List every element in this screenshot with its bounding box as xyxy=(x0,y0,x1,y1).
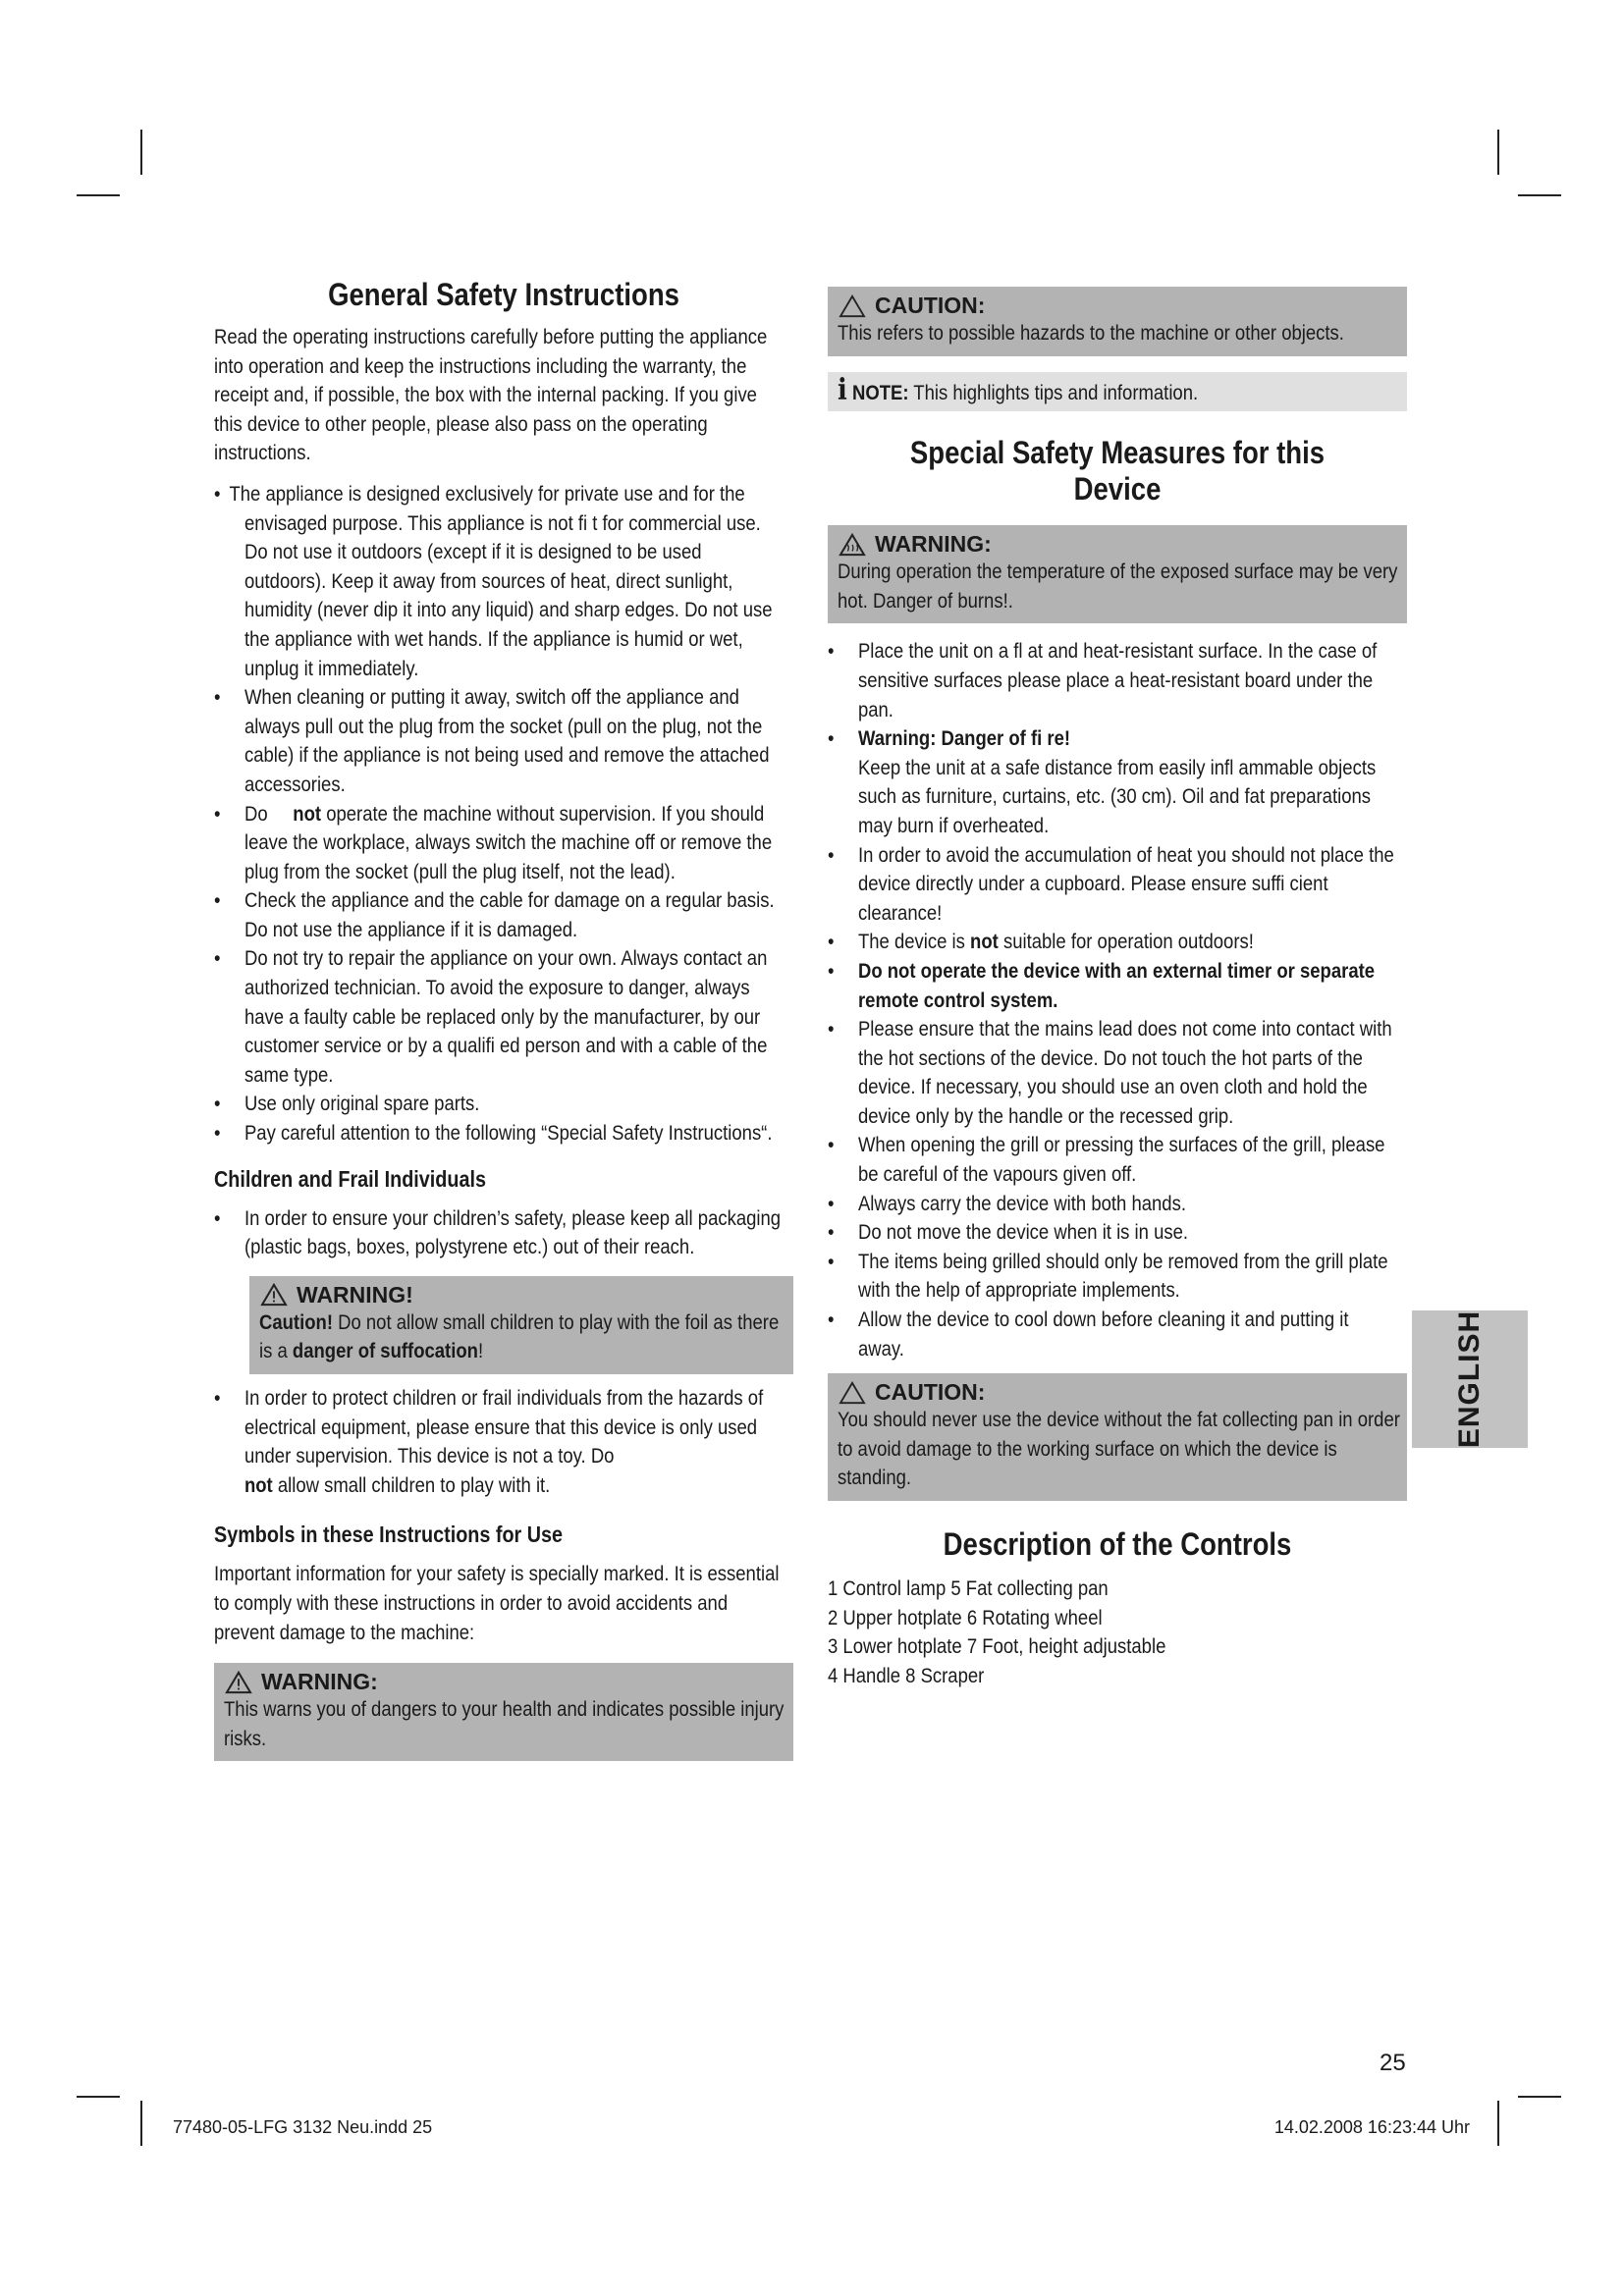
children-section-2 xyxy=(214,1384,782,1500)
list-item: • Allow the device to cool down before cleaning it and putting it away. xyxy=(828,1308,1349,1361)
control-line: 4 Handle 8 Scraper xyxy=(828,1663,985,1687)
warning-triangle-icon xyxy=(259,1283,289,1307)
bullet-end: allow small children to play with it. xyxy=(277,1472,551,1497)
bullet-text: Allow the device to cool down before cleaning it and putting it away. xyxy=(857,1308,1349,1361)
list-item: • Warning: Danger of fi re! Keep the unit at a safe distance from easily infl ammable objects such as furniture, curtains, etc. (30 cm). Oil and fat preparations may burn if overheated. xyxy=(828,726,1377,837)
warning-box-burns xyxy=(828,525,1407,623)
crop-mark xyxy=(77,2096,120,2098)
intro-paragraph: Read the operating instructions carefully before putting the appliance into operation and keep the instructions including the warranty, the receipt and, if possible, the box with the internal packing. If you give this device to other people, please also pass on the operating instructions. xyxy=(214,325,768,465)
bullet-text: Place the unit on a fl at and heat-resistant surface. In the case of sensitive surfaces please place a heat-resistant board under the pan. xyxy=(857,639,1378,721)
caution-triangle-icon xyxy=(838,1381,867,1405)
symbols-paragraph: Important information for your safety is specially marked. It is essential to comply with these instructions in order to avoid accidents and prevent damage to the machine: xyxy=(214,1562,780,1644)
bullet-text: Use only original spare parts. xyxy=(244,1092,480,1116)
bullet-bold: not xyxy=(244,1472,273,1497)
list-item: • Do not operate the device with an external timer or separate remote control system. xyxy=(828,958,1376,1012)
control-line: 3 Lower hotplate 7 Foot, height adjustable xyxy=(828,1634,1166,1659)
note-box xyxy=(828,372,1407,412)
warning-text: Do not allow small children to play with the foil as there is a xyxy=(259,1309,780,1363)
note-text: This highlights tips and information. xyxy=(913,380,1199,404)
right-column xyxy=(828,287,1407,1690)
list-item: • When opening the grill or pressing the surfaces of the grill, please be careful of the vapours given off. xyxy=(828,1133,1385,1187)
list-item: • When cleaning or putting it away, switch off the appliance and always pull out the plug from the socket (pull on the plug, not the cable) if the appliance is not being used and remove the attached accessories. xyxy=(214,685,770,796)
special-safety-title: Special Safety Measures for this Device xyxy=(909,435,1326,507)
warning-box-health xyxy=(214,1663,793,1761)
list-item: • Do not move the device when it is in use. xyxy=(828,1220,1189,1245)
hot-surface-warning-icon xyxy=(838,533,867,557)
children-section xyxy=(214,1204,782,1262)
footer-file-info: 77480-05-LFG 3132 Neu.indd 25 xyxy=(173,2117,433,2137)
list-item: • Place the unit on a fl at and heat-resistant surface. In the case of sensitive surfaces please place a heat-resistant board under the pan. xyxy=(828,639,1378,721)
bullet-pre: Do xyxy=(244,801,268,826)
warning-bold: danger of suffocation xyxy=(292,1339,478,1363)
note-label: NOTE: xyxy=(851,380,909,404)
caution-text: This refers to possible hazards to the machine or other objects. xyxy=(838,321,1344,345)
bullet-text: When opening the grill or pressing the surfaces of the grill, please be careful of the vapours given off. xyxy=(857,1133,1385,1187)
language-tab-label: ENGLISH xyxy=(1453,1309,1486,1449)
warning-label: WARNING! xyxy=(297,1281,413,1308)
control-line: 2 Upper hotplate 6 Rotating wheel xyxy=(828,1605,1103,1629)
warning-end: ! xyxy=(477,1339,484,1363)
special-bullets xyxy=(828,637,1395,1363)
caution-word: Caution! xyxy=(259,1309,333,1334)
bullet-text: Pay careful attention to the following “Special Safety Instructions“. xyxy=(244,1121,773,1146)
warning-text: This warns you of dangers to your health and indicates possible injury risks. xyxy=(224,1697,785,1750)
bullet-text: Keep the unit at a safe distance from easily infl ammable objects such as furniture, curtains, etc. (30 cm). Oil and fat preparations may burn if overheated. xyxy=(857,755,1377,837)
footer-timestamp: 14.02.2008 16:23:44 Uhr xyxy=(1273,2117,1470,2137)
general-safety-title: General Safety Instructions xyxy=(328,277,679,312)
left-column xyxy=(214,277,793,1761)
general-bullets xyxy=(214,480,782,1148)
list-item: • In order to avoid the accumulation of heat you should not place the device directly under a cupboard. Please ensure suffi cient clearance! xyxy=(828,842,1394,925)
bullet-bold: not xyxy=(293,801,322,826)
crop-mark xyxy=(140,130,142,175)
caution-triangle-icon xyxy=(838,294,867,318)
list-item: • The items being grilled should only be removed from the grill plate with the help of appropriate implements. xyxy=(828,1249,1388,1303)
control-line: 1 Control lamp 5 Fat collecting pan xyxy=(828,1576,1109,1600)
list-item: • Always carry the device with both hands. xyxy=(828,1191,1186,1215)
crop-mark xyxy=(1518,2096,1561,2098)
caution-box-fat-pan xyxy=(828,1373,1407,1501)
list-item: • Do not operate the machine without supervision. If you should leave the workplace, always switch the machine off or remove the plug from the socket (pull the plug itself, not the lead). xyxy=(214,801,773,883)
warning-label: WARNING: xyxy=(875,531,992,558)
warning-label: WARNING: xyxy=(261,1669,378,1695)
bullet-text: Always carry the device with both hands. xyxy=(857,1191,1186,1215)
list-item: • Check the appliance and the cable for damage on a regular basis. Do not use the appliance if it is damaged. xyxy=(214,888,775,941)
controls-list xyxy=(828,1575,1395,1690)
bullet-post: operate the machine without supervision. If you should leave the workplace, always switch the machine off or remove the plug from the socket (pull the plug itself, not the lead). xyxy=(244,801,773,883)
children-heading: Children and Frail Individuals xyxy=(214,1165,486,1192)
list-item: • The device is not suitable for operation outdoors! xyxy=(828,930,1254,954)
bullet-text: In order to avoid the accumulation of heat you should not place the device directly under a cupboard. Please ensure suffi cient clearance! xyxy=(857,842,1394,925)
info-icon: i xyxy=(838,372,847,407)
bullet-text: Do not move the device when it is in use. xyxy=(857,1220,1189,1245)
crop-mark xyxy=(1518,194,1561,196)
list-item: • In order to protect children or frail individuals from the hazards of electrical equipment, please ensure that this device is only used under supervision. This device is not a toy. Do not allow small children to play with it. xyxy=(214,1386,764,1497)
symbols-heading: Symbols in these Instructions for Use xyxy=(214,1522,564,1548)
list-item: • The appliance is designed exclusively for private use and for the envisaged purpose. This appliance is not fi t for commercial use. Do not use it outdoors (except if it is designed to be used outdoors). Keep it away from sources of heat, direct sunlight, humidity (never dip it into any liquid) and sharp edges. Do not use the appliance with wet hands. If the appliance is humid or wet, unplug it immediately. xyxy=(214,481,773,680)
controls-title: Description of the Controls xyxy=(943,1526,1292,1562)
crop-mark xyxy=(140,2101,142,2146)
warning-triangle-icon xyxy=(224,1671,253,1694)
bullet-pre: The device is xyxy=(857,930,965,954)
page-number: 25 xyxy=(1380,2050,1406,2076)
list-item: • In order to ensure your children’s safety, please keep all packaging (plastic bags, boxes, polystyrene etc.) out of their reach. xyxy=(214,1205,782,1259)
bullet-bold: Warning: Danger of fi re! xyxy=(857,726,1071,751)
warning-box-suffocation xyxy=(249,1276,793,1374)
bullet-rest: and for the envisaged purpose. This appliance is not fi t for commercial use. Do not use it outdoors (except if it is designed to be used outdoors). Keep it away from sources of heat, direct sunlight, humidity (never dip it into any liquid) and sharp edges. Do not use the appliance with wet hands. If the appliance is humid or wet, unplug it immediately. xyxy=(244,481,773,680)
left-body xyxy=(214,323,782,1148)
list-item: • Please ensure that the mains lead does not come into contact with the hot sections of the device. Do not touch the hot parts of the device. If necessary, you should use an oven cloth and hold the device only by the handle or the recessed grip. xyxy=(828,1017,1392,1128)
bullet-text: Do not try to repair the appliance on your own. Always contact an authorized technician. To avoid the exposure to danger, always have a faulty cable be replaced only by the manufacturer, by our customer service or by a qualifi ed person and with a cable of the same type. xyxy=(244,946,768,1087)
list-item: • Use only original spare parts. xyxy=(214,1092,480,1116)
caution-label: CAUTION: xyxy=(875,293,986,318)
bullet-bold: not xyxy=(970,930,999,954)
crop-mark xyxy=(1497,130,1499,175)
crop-mark xyxy=(77,194,120,196)
caution-box-objects xyxy=(828,287,1407,356)
warning-text: During operation the temperature of the exposed surface may be very hot. Danger of burns!. xyxy=(838,560,1398,613)
bullet-text: Please ensure that the mains lead does not come into contact with the hot sections of the device. Do not touch the hot parts of the device. If necessary, you should use an oven cloth and hold the device only by the handle or the recessed grip. xyxy=(857,1017,1392,1128)
list-item: • Do not try to repair the appliance on your own. Always contact an authorized technician. To avoid the exposure to danger, always have a faulty cable be replaced only by the manufacturer, by our customer service or by a qualifi ed person and with a cable of the same type. xyxy=(214,946,768,1087)
bullet-text: In order to ensure your children’s safety, please keep all packaging (plastic bags, boxes, polystyrene etc.) out of their reach. xyxy=(244,1205,782,1259)
caution-label: CAUTION: xyxy=(875,1379,986,1406)
bullet-lead: The appliance is designed exclusively for private use xyxy=(229,481,654,506)
bullet-text: Check the appliance and the cable for damage on a regular basis. Do not use the appliance if it is damaged. xyxy=(244,888,775,941)
bullet-bold: Do not operate the device with an external timer or separate remote control system. xyxy=(857,958,1376,1012)
bullet-post: suitable for operation outdoors! xyxy=(1002,930,1254,954)
bullet-text: In order to protect children or frail individuals from the hazards of electrical equipment, please ensure that this device is only used under supervision. This device is not a toy. Do xyxy=(244,1386,764,1468)
caution-text: You should never use the device without the fat collecting pan in order to avoid damage to the working surface on which the device is standing. xyxy=(838,1408,1400,1490)
bullet-text: The items being grilled should only be removed from the grill plate with the help of appropriate implements. xyxy=(857,1249,1388,1303)
language-tab xyxy=(1412,1310,1528,1448)
list-item: • Pay careful attention to the following “Special Safety Instructions“. xyxy=(214,1121,773,1146)
crop-mark xyxy=(1497,2101,1499,2146)
bullet-text: When cleaning or putting it away, switch off the appliance and always pull out the plug from the socket (pull on the plug, not the cable) if the appliance is not being used and remove the attached accessories. xyxy=(244,685,770,796)
